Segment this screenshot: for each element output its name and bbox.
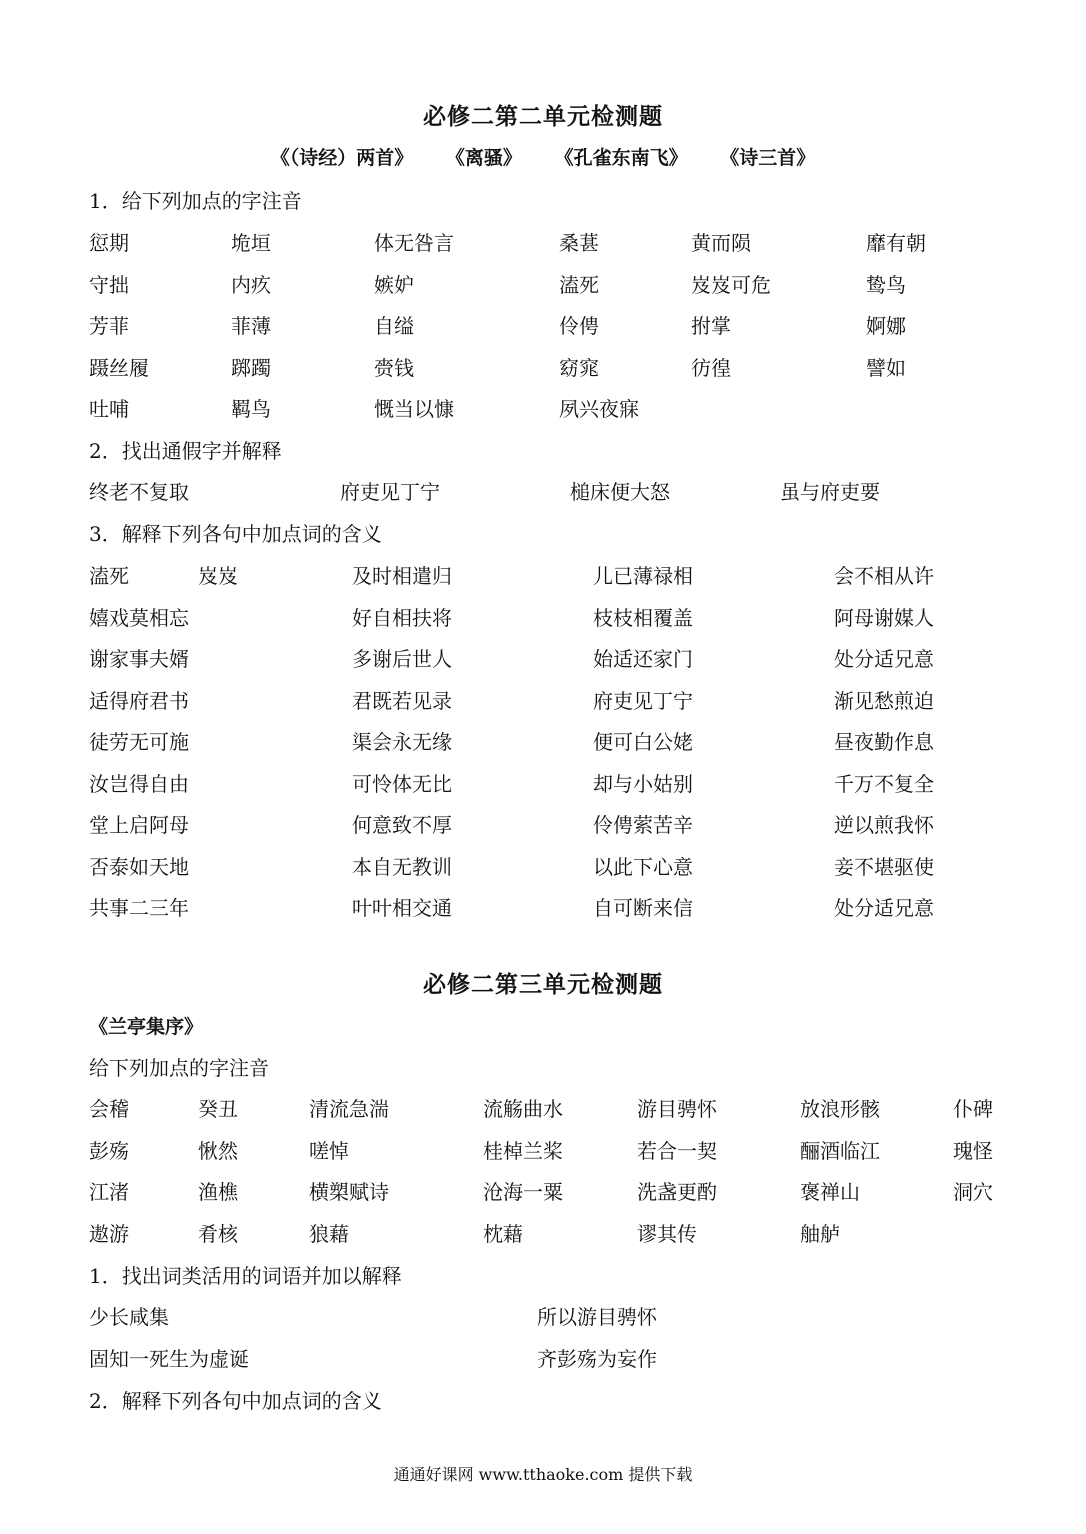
s3-pinyin-item: 褒禅山: [800, 1180, 860, 1204]
s2-q3-item: 却与小姑别: [593, 771, 693, 796]
s2-q3-item-row: [0, 892, 1086, 922]
s3-pinyin-item: 会稽: [89, 1097, 129, 1121]
s2-q3-item: 叶叶相交通: [352, 896, 452, 920]
s2-q1-item: 吐哺: [89, 397, 129, 421]
s2-q1-item: 嫉妒: [374, 272, 414, 297]
s2-q1-item: 窈窕: [559, 355, 599, 380]
s2-q2-item: 府吏见丁宁: [340, 480, 440, 504]
s2-q3-item: 渐见愁煎迫: [834, 688, 934, 713]
s3-pinyin-item: 枕藉: [483, 1221, 523, 1246]
s3-q1-item: 少长咸集: [89, 1305, 169, 1329]
s2-q3-item: 妾不堪驱使: [834, 854, 934, 879]
subtitle-shijing: 《（诗经）两首》: [270, 147, 414, 169]
s2-q3-item-row: [0, 685, 1086, 715]
s2-q3-item: 徒劳无可施: [89, 730, 189, 754]
s2-q2-item: 终老不复取: [89, 480, 189, 504]
s2-q1-item: 岌岌可危: [691, 272, 771, 297]
s2-q1-item-row: [0, 393, 1086, 423]
s2-q3-item: 可怜体无比: [352, 771, 452, 796]
s3-pinyin-item: 嗟悼: [309, 1138, 349, 1163]
s2-q3-item: 共事二三年: [89, 896, 189, 920]
s2-q3-item: 会不相从许: [834, 564, 934, 588]
s3-q1-row: [0, 1343, 1086, 1373]
s2-q1-item: 夙兴夜寐: [559, 397, 639, 421]
s3-pinyin-item: 渔樵: [198, 1180, 238, 1204]
s2-q3-item: 及时相遣归: [352, 564, 452, 588]
s2-q3-item-row: [0, 643, 1086, 673]
s2-q3-item: 否泰如天地: [89, 854, 189, 879]
s2-q3-heading: 3．解释下列各句中加点词的含义: [89, 522, 382, 546]
s3-pinyin-item: 洗盏更酌: [637, 1180, 717, 1204]
s2-q3-item-row: [0, 726, 1086, 756]
section3-title: 必修二第三单元检测题: [423, 971, 663, 998]
s2-q2-row: [0, 476, 1086, 506]
s2-q1-item: 譬如: [866, 355, 906, 380]
s2-q1-item: 自缢: [374, 314, 414, 338]
s2-q3-item: 君既若见录: [352, 688, 452, 713]
s3-pinyin-item: 洞穴: [953, 1180, 993, 1204]
s2-q1-item: 守拙: [89, 272, 129, 297]
s2-q2-item: 虽与府吏要: [780, 480, 880, 504]
s2-q3-item: 何意致不厚: [352, 813, 452, 837]
s3-q1-row: [0, 1301, 1086, 1331]
s3-pinyin-item: 若合一契: [637, 1138, 717, 1163]
s3-q1-item: 固知一死生为虚诞: [89, 1347, 249, 1371]
s3-pinyin-item: 谬其传: [637, 1221, 697, 1246]
s2-q3-item: 伶俜萦苦辛: [593, 813, 693, 837]
s2-q3-item: 便可白公姥: [593, 730, 693, 754]
s2-q3-item: 始适还家门: [593, 647, 693, 671]
subtitle-shisanshou: 《诗三首》: [720, 147, 816, 169]
s2-q2-item: 槌床便大怒: [570, 480, 670, 504]
s3-pinyin-item-row: [0, 1176, 1086, 1206]
subtitle-kongque: 《孔雀东南飞》: [554, 147, 688, 169]
s3-q1-heading: 1．找出词类活用的词语并加以解释: [89, 1264, 402, 1288]
s2-q1-item: 体无咎言: [374, 231, 454, 255]
section2-title: 必修二第二单元检测题: [423, 103, 663, 130]
s3-pinyin-item-row: [0, 1135, 1086, 1165]
s2-q3-item: 千万不复全: [834, 771, 934, 796]
s2-q1-heading: 1．给下列加点的字注音: [89, 189, 302, 213]
s2-q3-item: 儿已薄禄相: [593, 564, 693, 588]
s2-q3-item: 溘死: [89, 564, 129, 588]
s2-q3-item: 昼夜勤作息: [834, 730, 934, 754]
s2-q3-item: 以此下心意: [593, 854, 693, 879]
s2-q1-item: 踯躅: [231, 355, 271, 380]
s3-pinyin-item: 江渚: [89, 1180, 129, 1204]
s2-q3-item: 本自无教训: [352, 854, 452, 879]
s3-pinyin-item-row: [0, 1218, 1086, 1248]
s2-q3-item: 谢家事夫婿: [89, 647, 189, 671]
s3-pinyin-item: 游目骋怀: [637, 1097, 717, 1121]
s2-q1-item: 慨当以慷: [374, 397, 454, 421]
s2-q1-item: 蹑丝履: [89, 355, 149, 380]
s3-pinyin-item: 流觞曲水: [483, 1097, 563, 1121]
s2-q3-item-row: [0, 768, 1086, 798]
s3-pinyin-item: 狼藉: [309, 1221, 349, 1246]
s2-q2-heading: 2．找出通假字并解释: [89, 439, 282, 463]
s3-q1-item: 所以游目骋怀: [537, 1305, 657, 1329]
s3-pinyin-item: 桂棹兰桨: [483, 1138, 563, 1163]
s2-q3-item: 好自相扶将: [352, 605, 452, 630]
s2-q3-item: 自可断来信: [593, 896, 693, 920]
s3-pinyin-item: 酾酒临江: [800, 1138, 880, 1163]
s2-q3-item: 枝枝相覆盖: [593, 605, 693, 630]
s3-pinyin-item: 彭殇: [89, 1138, 129, 1163]
s2-q3-item: 处分适兄意: [834, 896, 934, 920]
s2-q3-item: 处分适兄意: [834, 647, 934, 671]
s2-q1-item: 桑葚: [559, 231, 599, 255]
s2-q3-item: 汝岂得自由: [89, 771, 189, 796]
s2-q3-item-row: [0, 602, 1086, 632]
s3-pinyin-heading: 给下列加点的字注音: [89, 1056, 269, 1080]
s2-q3-item: 阿母谢媒人: [834, 605, 934, 630]
s2-q1-item: 鸷鸟: [866, 272, 906, 297]
s2-q3-item: 渠会永无缘: [352, 730, 452, 754]
s2-q3-item: 嬉戏莫相忘: [89, 605, 189, 630]
s2-q1-item-row: [0, 352, 1086, 382]
s2-q3-item: 府吏见丁宁: [593, 688, 693, 713]
section3-subtitle: 《兰亭集序》: [89, 1016, 204, 1038]
s2-q1-item: 拊掌: [691, 314, 731, 338]
s2-q3-item: 多谢后世人: [352, 647, 452, 671]
s2-q3-item: 岌岌: [198, 564, 238, 588]
s2-q1-item: 伶俜: [559, 314, 599, 338]
s2-q1-item: 婀娜: [866, 314, 906, 338]
s2-q3-item-row: [0, 851, 1086, 881]
s3-pinyin-item: 舳舻: [800, 1221, 840, 1246]
s3-pinyin-item: 清流急湍: [309, 1097, 389, 1121]
s2-q3-item: 堂上启阿母: [89, 813, 189, 837]
page-footer: 通通好课网 www.tthaoke.com 提供下载: [393, 1465, 693, 1484]
s3-pinyin-item: 沧海一粟: [483, 1180, 563, 1204]
s2-q3-item-row: [0, 809, 1086, 839]
s2-q1-item: 靡有朝: [866, 231, 926, 255]
s2-q1-item: 溘死: [559, 272, 599, 297]
s3-pinyin-item: 癸丑: [198, 1097, 238, 1121]
s3-pinyin-item: 瑰怪: [953, 1138, 993, 1163]
s2-q1-item: 黄而陨: [691, 231, 751, 255]
s3-q1-item: 齐彭殇为妄作: [537, 1347, 657, 1371]
s2-q3-item: 逆以煎我怀: [834, 813, 934, 837]
s2-q1-item: 芳菲: [89, 314, 129, 338]
s3-pinyin-item: 仆碑: [953, 1097, 993, 1121]
s3-pinyin-item-row: [0, 1093, 1086, 1123]
s2-q1-item: 羁鸟: [231, 397, 271, 421]
s2-q1-item: 菲薄: [231, 314, 271, 338]
s2-q1-item-row: [0, 227, 1086, 257]
s2-q1-item: 垝垣: [231, 231, 271, 255]
s2-q1-item: 内疚: [231, 272, 271, 297]
s2-q1-item: 赍钱: [374, 355, 414, 380]
s2-q1-item: 彷徨: [691, 355, 731, 380]
s3-pinyin-item: 遨游: [89, 1221, 129, 1246]
s3-q2-heading: 2．解释下列各句中加点词的含义: [89, 1389, 382, 1413]
s3-pinyin-item: 肴核: [198, 1221, 238, 1246]
section2-subtitles: [0, 143, 1086, 170]
s3-pinyin-item: 愀然: [198, 1138, 238, 1163]
s2-q3-item: 适得府君书: [89, 688, 189, 713]
s2-q1-item: 愆期: [89, 231, 129, 255]
s3-pinyin-item: 放浪形骸: [800, 1097, 880, 1121]
s2-q3-item-row: [0, 560, 1086, 590]
s2-q1-item-row: [0, 310, 1086, 340]
s2-q1-item-row: [0, 269, 1086, 299]
s3-pinyin-item: 横槊赋诗: [309, 1180, 389, 1204]
subtitle-lisao: 《离骚》: [445, 147, 522, 169]
